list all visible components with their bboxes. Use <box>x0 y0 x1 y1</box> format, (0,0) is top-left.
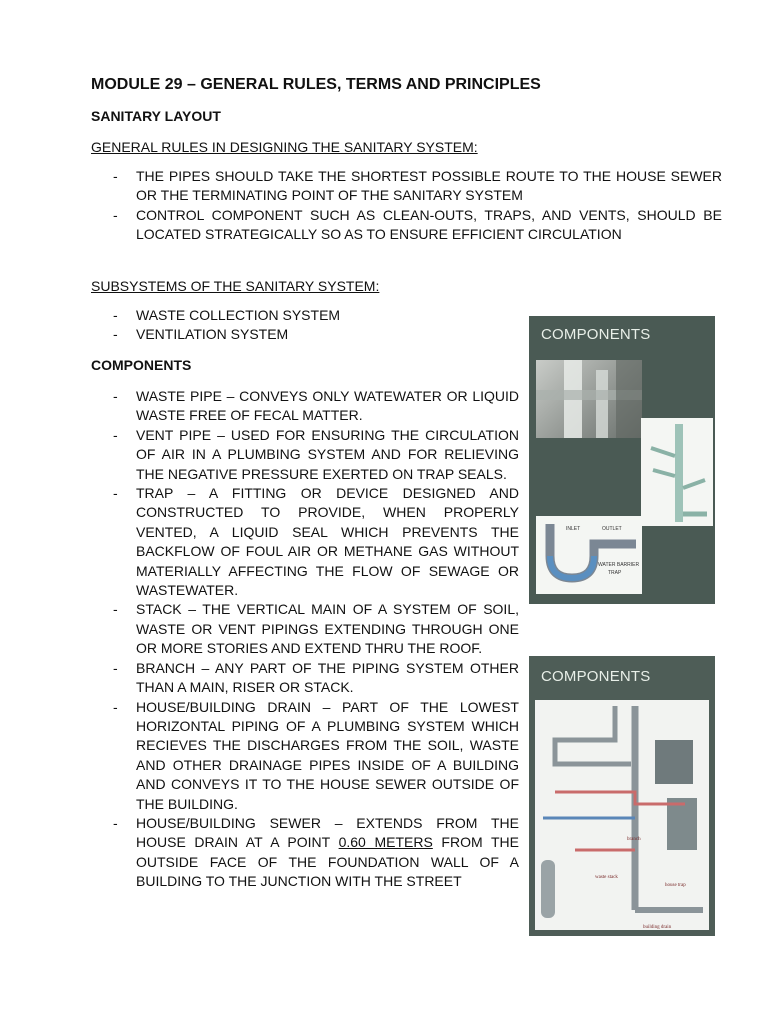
bullet-dash: - <box>113 307 118 323</box>
figure-title: COMPONENTS <box>541 668 651 685</box>
list-item <box>91 387 519 426</box>
vent-diagram <box>641 418 713 526</box>
list-item <box>91 698 519 814</box>
list-item <box>91 167 722 206</box>
subsystems-heading: SUBSYSTEMS OF THE SANITARY SYSTEM: <box>91 278 380 294</box>
pipe-photo <box>536 360 642 438</box>
list-item <box>91 306 519 325</box>
outlet-label: OUTLET <box>602 526 622 532</box>
components-list <box>91 387 519 892</box>
house-trap-label: house trap <box>665 883 686 888</box>
components-figure-1 <box>529 316 715 604</box>
bullet-dash: - <box>113 485 118 502</box>
list-item-text <box>136 814 519 892</box>
list-item-text: CONTROL COMPONENT SUCH AS CLEAN-OUTS, TRAPS, AND VENTS, SHOULD BE LOCATED STRATEGICALLY SO AS TO ENSURE EFFICIENT CIRCULATION <box>136 206 722 243</box>
list-item <box>91 814 519 892</box>
bullet-dash: - <box>113 326 118 343</box>
plumbing-diagram <box>535 700 709 930</box>
sewer-text-part: HOUSE/BUILDING SEWER – EXTENDS FROM THE HOUSE DRAIN AT A POINT <box>136 814 519 851</box>
components-heading: COMPONENTS <box>91 357 192 373</box>
sewer-distance: 0.60 METERS <box>338 834 433 851</box>
subsystems-list <box>91 306 519 345</box>
plumbing-diagram-card <box>535 700 709 930</box>
pipe-photo-art <box>536 360 642 438</box>
list-item-text: THE PIPES SHOULD TAKE THE SHORTEST POSSIBLE ROUTE TO THE HOUSE SEWER OR THE TERMINATING POINT OF THE SANITARY SYSTEM <box>136 168 722 204</box>
bullet-dash: - <box>113 659 118 676</box>
list-item <box>91 426 519 484</box>
list-item-text: VENTILATION SYSTEM <box>136 326 289 343</box>
inlet-label: INLET <box>566 526 581 532</box>
bullet-dash: - <box>113 426 118 443</box>
list-item-text: BRANCH – ANY PART OF THE PIPING SYSTEM OTHER THAN A MAIN, RISER OR STACK. <box>136 659 519 696</box>
list-item <box>91 659 519 698</box>
bullet-dash: - <box>113 601 118 618</box>
sewer-text-part: FROM THE OUTSIDE FACE OF THE FOUNDATION WALL OF A BUILDING TO THE JUNCTION WITH THE STREET <box>136 834 520 890</box>
trap-diagram <box>536 516 642 594</box>
bullet-dash: - <box>113 814 118 831</box>
section-subtitle: SANITARY LAYOUT <box>91 108 221 124</box>
branch-label: branch <box>627 837 641 842</box>
trap-diagram-card <box>536 516 642 594</box>
figure-title: COMPONENTS <box>541 326 651 343</box>
vent-diagram-card <box>641 418 713 526</box>
list-item <box>91 484 519 600</box>
list-item-text: WASTE PIPE – CONVEYS ONLY WATEWATER OR LIQUID WASTE FREE OF FECAL MATTER. <box>136 388 519 424</box>
rules-heading: GENERAL RULES IN DESIGNING THE SANITARY SYSTEM: <box>91 139 478 155</box>
list-item <box>91 206 722 245</box>
bullet-dash: - <box>113 698 118 715</box>
building-drain-label: building drain <box>643 925 672 930</box>
trap-label: TRAP <box>608 570 622 576</box>
page-title: MODULE 29 – GENERAL RULES, TERMS AND PRINCIPLES <box>91 76 541 93</box>
bullet-dash: - <box>113 206 118 223</box>
list-item-text: TRAP – A FITTING OR DEVICE DESIGNED AND CONSTRUCTED TO PROVIDE, WHEN PROPERLY VENTED, A LIQUID SEAL WHICH PREVENTS THE BACKFLOW OF FOUL AIR OR METHANE GAS WITHOUT MATERIALLY AFFECTING THE FLOW OF SEWAGE OR WASTEWATER. <box>136 485 519 599</box>
list-item-text: VENT PIPE – USED FOR ENSURING THE CIRCULATION OF AIR IN A PLUMBING SYSTEM AND FOR RELIEVING THE NEGATIVE PRESSURE EXERTED ON TRAP SEALS. <box>136 426 519 482</box>
bullet-dash: - <box>113 388 118 404</box>
rules-list <box>91 167 722 245</box>
list-item <box>91 600 519 658</box>
list-item-text: HOUSE/BUILDING DRAIN – PART OF THE LOWEST HORIZONTAL PIPING OF A PLUMBING SYSTEM WHICH RECIEVES THE DISCHARGES FROM THE SOIL, WASTE AND OTHER DRAINAGE PIPES INSIDE OF A BUILDING AND CONVEYS IT TO THE HOUSE SEWER OUTSIDE OF THE BUILDING. <box>136 698 519 812</box>
waste-stack-label: waste stack <box>595 875 618 880</box>
list-item-text: WASTE COLLECTION SYSTEM <box>136 307 341 323</box>
water-barrier-label: WATER BARRIER <box>598 562 640 568</box>
list-item <box>91 325 519 344</box>
list-item-text: STACK – THE VERTICAL MAIN OF A SYSTEM OF SOIL, WASTE OR VENT PIPINGS EXTENDING THROUGH ONE OR MORE STORIES AND EXTEND THRU THE ROOF. <box>136 601 519 657</box>
components-figure-2 <box>529 656 715 936</box>
bullet-dash: - <box>113 168 118 184</box>
